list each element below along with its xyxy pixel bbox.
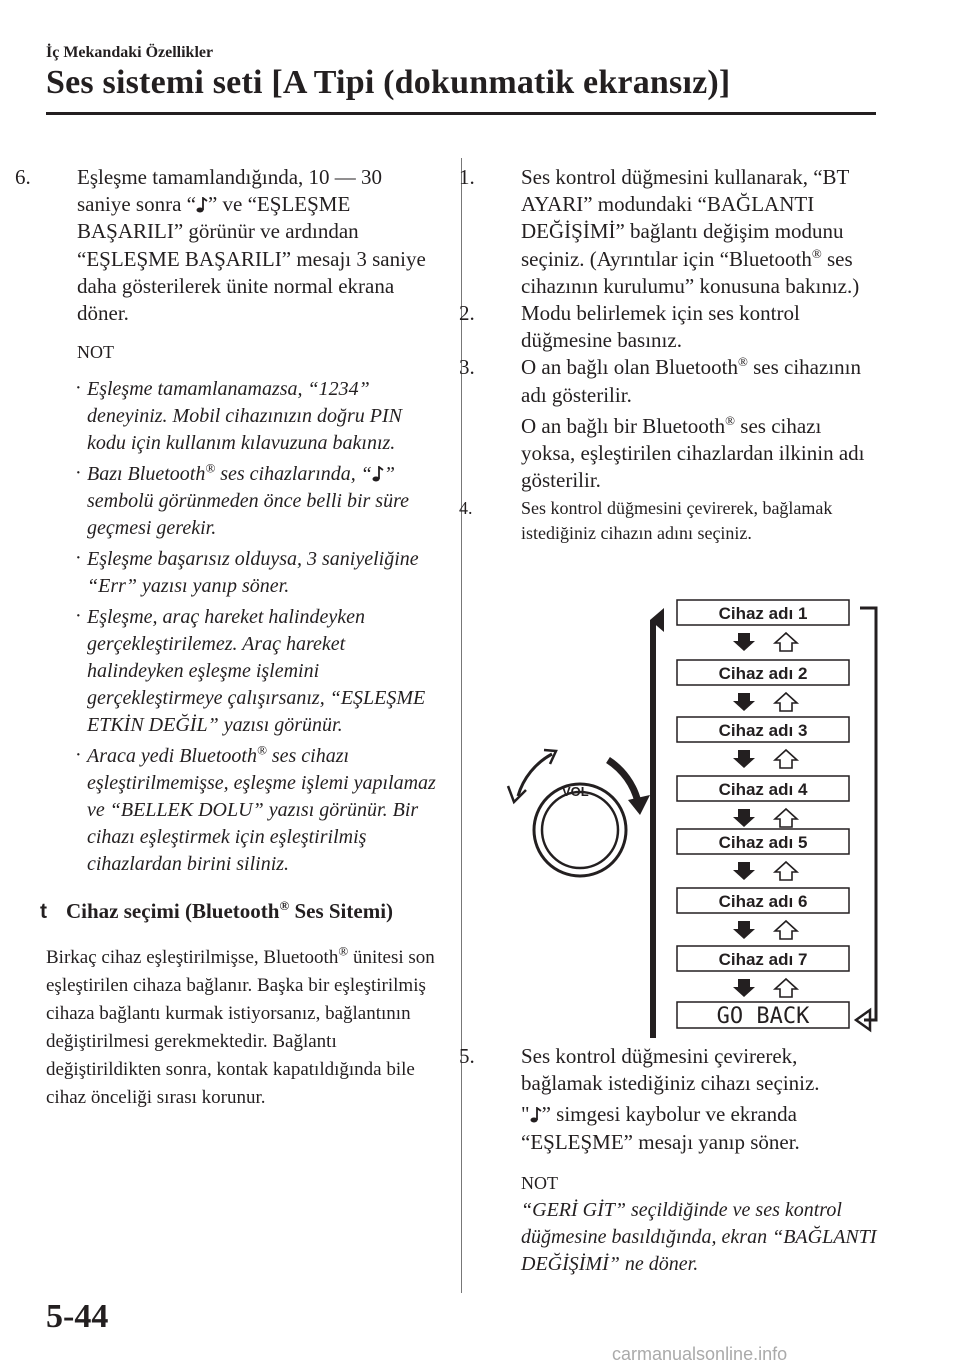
volume-knob — [508, 750, 650, 876]
step-5: 5. Ses kontrol düğmesini çevirerek, bağlamak istediğiniz cihazı seçiniz. — [459, 1044, 820, 1096]
note-bullet: · Eşleşme, araç hareket halindeyken gerçekleştirilemez. Araç hareket halindeyken eşleşme işlemini gerçekleştirmeye çalışırsanız, “EŞLEŞME ETKİN DEĞİL” yazısı görünür. — [77, 604, 436, 739]
device-name-label: Cihaz adı 3 — [718, 721, 808, 740]
music-note-icon — [196, 197, 208, 213]
device-name-label: Cihaz adı 4 — [718, 780, 808, 799]
arrow-down-icon — [733, 809, 755, 827]
device-name-label: Cihaz adı 5 — [718, 833, 808, 852]
arrow-up-icon — [775, 750, 797, 768]
device-selection-diagram — [500, 590, 900, 1040]
arrow-up-icon — [775, 921, 797, 939]
arrow-down-icon — [733, 921, 755, 939]
right-column-bottom — [459, 1043, 880, 1278]
arrow-up-icon — [775, 809, 797, 827]
section-label: İç Mekandaki Özellikler — [46, 44, 214, 61]
music-note-icon — [372, 466, 384, 482]
right-column-top — [459, 164, 880, 546]
music-note-icon — [530, 1107, 542, 1123]
arrow-up-icon — [775, 979, 797, 997]
step-1: 1. Ses kontrol düğmesini kullanarak, “BT AYARI” modundaki “BAĞLANTI DEĞİŞİMİ” bağlantı değişim modunu seçiniz. (Ayrıntılar için “Bluetooth® ses cihazının kurulumu” konusuna bakınız.) — [459, 165, 860, 298]
note-label: NOT — [521, 1172, 558, 1193]
note-label: NOT — [77, 342, 114, 363]
arrow-down-icon — [733, 862, 755, 880]
note-bullet: · Bazı Bluetooth® ses cihazlarında, “ ” sembolü görünmeden önce belli bir süre geçmesi gerekir. — [77, 461, 436, 542]
vol-label: VOL — [562, 784, 589, 799]
arrow-up-icon — [775, 693, 797, 711]
arrow-down-icon — [733, 979, 755, 997]
device-name-label: Cihaz adı 1 — [718, 604, 808, 623]
note-text: “GERİ GİT” seçildiğinde ve ses kontrol düğmesine basıldığında, ekran “BAĞLANTI DEĞİŞİMİ” ne döner. — [521, 1199, 877, 1276]
note-bullet: · Araca yedi Bluetooth® ses cihazı eşleştirilmemişse, eşleşme işlemi yapılamaz ve “BELLEK DOLU” yazısı görünür. Bir cihazı eşleştirmek için eşleştirilmiş cihazlardan birini siliniz. — [77, 743, 436, 878]
device-name-label: Cihaz adı 2 — [718, 664, 808, 683]
arrow-down-icon — [733, 693, 755, 711]
intro-paragraph: Birkaç cihaz eşleştirilmişse, Bluetooth® ünitesi son eşleştirilen cihaza bağlanır. Başka bir eşleştirilmiş cihaza bağlantı kurmak istiyorsanız, bağlantının değiştirilmesi gerekmektedir. Bağlantı değiştirildikten sonra, kontak kapatıldığında bile cihaz önceliği sırası korunur. — [46, 943, 435, 1108]
title-rule — [46, 112, 876, 115]
step-4: 4. Ses kontrol düğmesini çevirerek, bağlamak istediğiniz cihazın adını seçiniz. — [459, 498, 833, 544]
section-marker: t — [40, 900, 47, 924]
section-heading: t Cihaz seçimi (Bluetooth® Ses Sitemi) — [40, 898, 436, 925]
arrow-up-icon — [775, 862, 797, 880]
step-6: 6. Eşleşme tamamlandığında, 10 — 30 saniye sonra “ ” ve “EŞLEŞME BAŞARILI” görünür ve ardından “EŞLEŞME BAŞARILI” mesajı 3 saniye daha gösterilerek ünite normal ekrana döner. — [15, 165, 426, 326]
note-bullet: · Eşleşme başarısız olduysa, 3 saniyeliğine “Err” yazısı yanıp söner. — [77, 546, 436, 600]
column-divider — [461, 158, 462, 1293]
step-3: 3. O an bağlı olan Bluetooth® ses cihazının adı gösterilir. — [459, 354, 861, 407]
step-3-note: O an bağlı bir Bluetooth® ses cihazı yoksa, eşleştirilen cihazlardan ilkinin adı gösterilir. — [521, 412, 865, 493]
device-name-label: Cihaz adı 7 — [718, 950, 808, 969]
step-5-note: " ” simgesi kaybolur ve ekranda “EŞLEŞME” mesajı yanıp söner. — [521, 1102, 800, 1154]
arrow-down-icon — [733, 633, 755, 651]
left-column — [15, 164, 436, 1112]
go-back-label: GO BACK — [716, 1004, 810, 1029]
note-bullet: · Eşleşme tamamlanamazsa, “1234” deneyiniz. Mobil cihazınızın doğru PIN kodu için kullanım kılavuzuna bakınız. — [77, 376, 436, 457]
page-title: Ses sistemi seti [A Tipi (dokunmatik ekransız)] — [46, 64, 731, 101]
device-name-label: Cihaz adı 6 — [718, 892, 808, 911]
step-2: 2. Modu belirlemek için ses kontrol düğmesine basınız. — [459, 301, 800, 353]
watermark: carmanualsonline.info — [612, 1344, 788, 1364]
arrow-down-icon — [733, 750, 755, 768]
page-number: 5-44 — [46, 1298, 109, 1335]
arrow-up-icon — [775, 633, 797, 651]
